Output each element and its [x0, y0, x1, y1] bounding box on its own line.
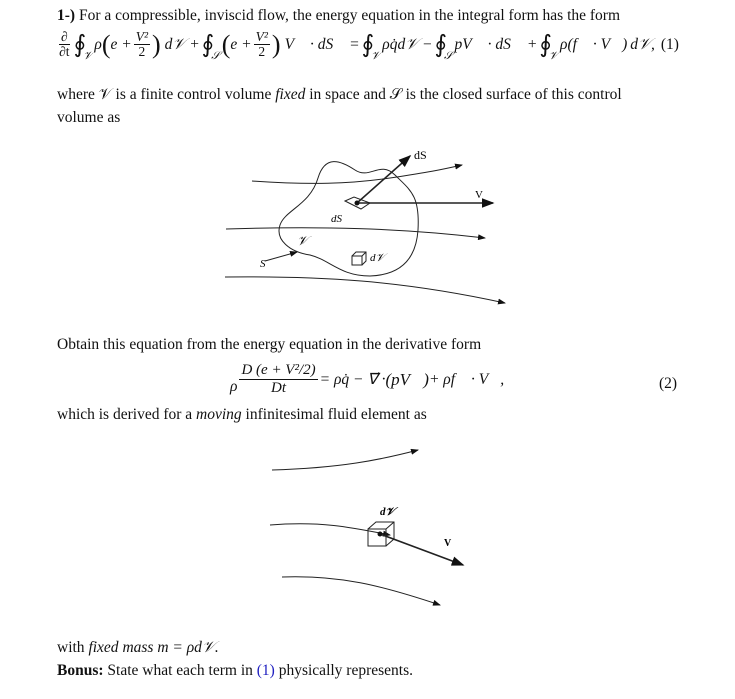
- paren: ): [271, 29, 281, 59]
- equation-2: [230, 362, 504, 397]
- velocity-label: V: [475, 189, 483, 201]
- which-text: which is derived for a moving infinitesimal fluid element as: [57, 406, 427, 423]
- eq-term: ρ: [560, 35, 568, 53]
- equation-number: (1): [660, 35, 679, 53]
- eq-term: ρ: [230, 377, 238, 395]
- paren: ): [152, 29, 161, 59]
- integral: ∮ 𝒮: [434, 31, 453, 62]
- eq-term: ρ: [94, 35, 102, 53]
- eq-term: e +: [230, 35, 252, 53]
- velocity-label: V: [444, 538, 452, 549]
- mass-text: with fixed mass m = ρd𝒱.: [57, 639, 219, 656]
- eq-term: = ρq̇ − ∇⃗ ·: [319, 371, 386, 388]
- volume-label: 𝒱: [297, 233, 308, 248]
- eq-term: d𝒱 +: [164, 35, 200, 53]
- eq-term: e +: [110, 35, 132, 53]
- ds-vector-label: dS: [414, 148, 427, 162]
- eq-term: pV⃗ · dS⃗ +: [454, 35, 538, 53]
- problem-number: 1-): [57, 7, 76, 24]
- equation-ref-link[interactable]: (1): [256, 662, 275, 679]
- fraction: $\frac{\text{V²}}{2}$: [255, 29, 268, 59]
- integral: ∮ 𝒮: [201, 31, 220, 62]
- bonus-text: Bonus: State what each term in (1) physically represents.: [57, 662, 414, 679]
- paren: (: [101, 29, 111, 59]
- intro-text: For a compressible, inviscid flow, the energy equation in the integral form has the form: [78, 7, 621, 24]
- fraction: $\frac{\text{V²}}{2}$: [135, 29, 148, 59]
- partial-t: ∂ ∂t: [59, 29, 70, 59]
- fluid-element-figure: [260, 435, 480, 615]
- where-text: where 𝒱 is a finite control volume fixed in space and 𝒮 is the closed surface of this control: [57, 86, 622, 103]
- control-volume-figure: [200, 140, 530, 310]
- material-derivative: $\frac{\text{D (e + V²/2)}}{Dt}$: [241, 362, 316, 396]
- surface-label: S: [260, 258, 266, 270]
- equation-1: [57, 29, 679, 62]
- dvolume-label: d𝒱: [370, 252, 385, 264]
- paren: (: [221, 29, 231, 59]
- eq-term: (pV⃗): [385, 369, 429, 389]
- dvolume-label: d𝒱: [380, 506, 395, 518]
- problem-intro: [57, 7, 620, 25]
- obtain-text: Obtain this equation from the energy equation in the derivative form: [57, 336, 482, 353]
- eq-term: + ρf⃗ · V⃗,: [428, 370, 505, 388]
- eq-term: (f⃗ · V⃗): [567, 35, 628, 53]
- integral: ∮ 𝒱: [539, 31, 558, 62]
- integral: ∮ 𝒱: [73, 31, 93, 62]
- equation-number-2: (2): [659, 375, 678, 392]
- eq-term: d𝒱,: [630, 35, 655, 53]
- ds-label: dS: [331, 213, 342, 225]
- integral: ∮ 𝒱: [361, 31, 381, 62]
- eq-term: V⃗ · dS⃗ =: [284, 35, 360, 53]
- where-text-cont: volume as: [57, 109, 121, 126]
- eq-term: ρq̇d𝒱 −: [382, 35, 433, 53]
